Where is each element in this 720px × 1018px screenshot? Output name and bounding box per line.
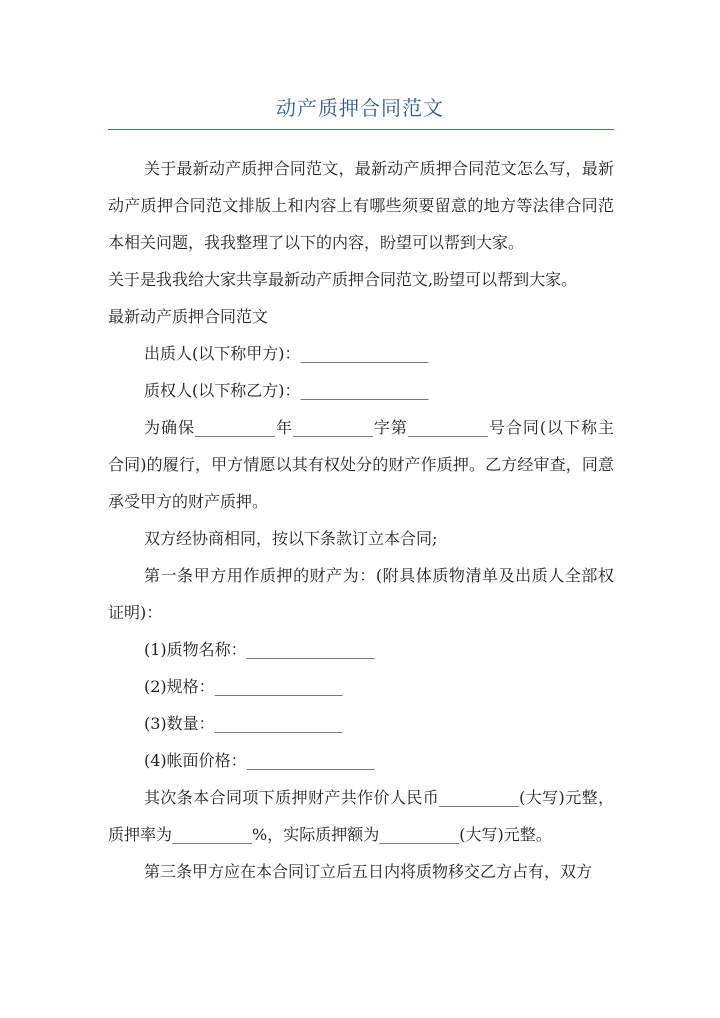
pledgee-line: 质权人(以下称乙方)：________________ [144,381,429,400]
purpose-paragraph: 为确保__________年__________字第__________号合同(以下称主合同)的履行，甲方情愿以其有权处分的财产作质押。乙方经审查，同意承受甲方的财产质押。 [108,418,614,511]
intro-paragraph: 关于最新动产质押合同范文，最新动产质押合同范文怎么写，最新动产质押合同范文排版上和内容上有哪些须要留意的地方等法律合同范本相关问题，我我整理了以下的内容，盼望可以帮到大家。 [108,159,614,252]
document-title: 动产质押合同范文 [276,96,444,120]
article-2-paragraph: 其次条本合同项下质押财产共作价人民币__________(大写)元整，质押率为__________%，实际质押额为__________(大写)元整。 [108,788,614,844]
share-paragraph: 关于是我我给大家共享最新动产质押合同范文,盼望可以帮到大家。 [108,270,578,289]
pledgor-line: 出质人(以下称甲方)：________________ [144,344,429,363]
document-body [108,150,614,890]
article-3-paragraph: 第三条甲方应在本合同订立后五日内将质物移交乙方占有，双方 [144,862,593,881]
section-heading: 最新动产质押合同范文 [108,307,269,326]
agreement-paragraph: 双方经协商相同，按以下条款订立本合同; [144,529,438,548]
item-name-line: (1)质物名称：________________ [144,640,375,659]
item-price-line: (4)帐面价格：________________ [144,751,375,770]
item-quantity-line: (3)数量：________________ [144,714,343,733]
item-spec-line: (2)规格：________________ [144,677,343,696]
title-divider [108,129,614,130]
article-1-paragraph: 第一条甲方用作质押的财产为：(附具体质物清单及出质人全部权证明)： [108,566,614,622]
